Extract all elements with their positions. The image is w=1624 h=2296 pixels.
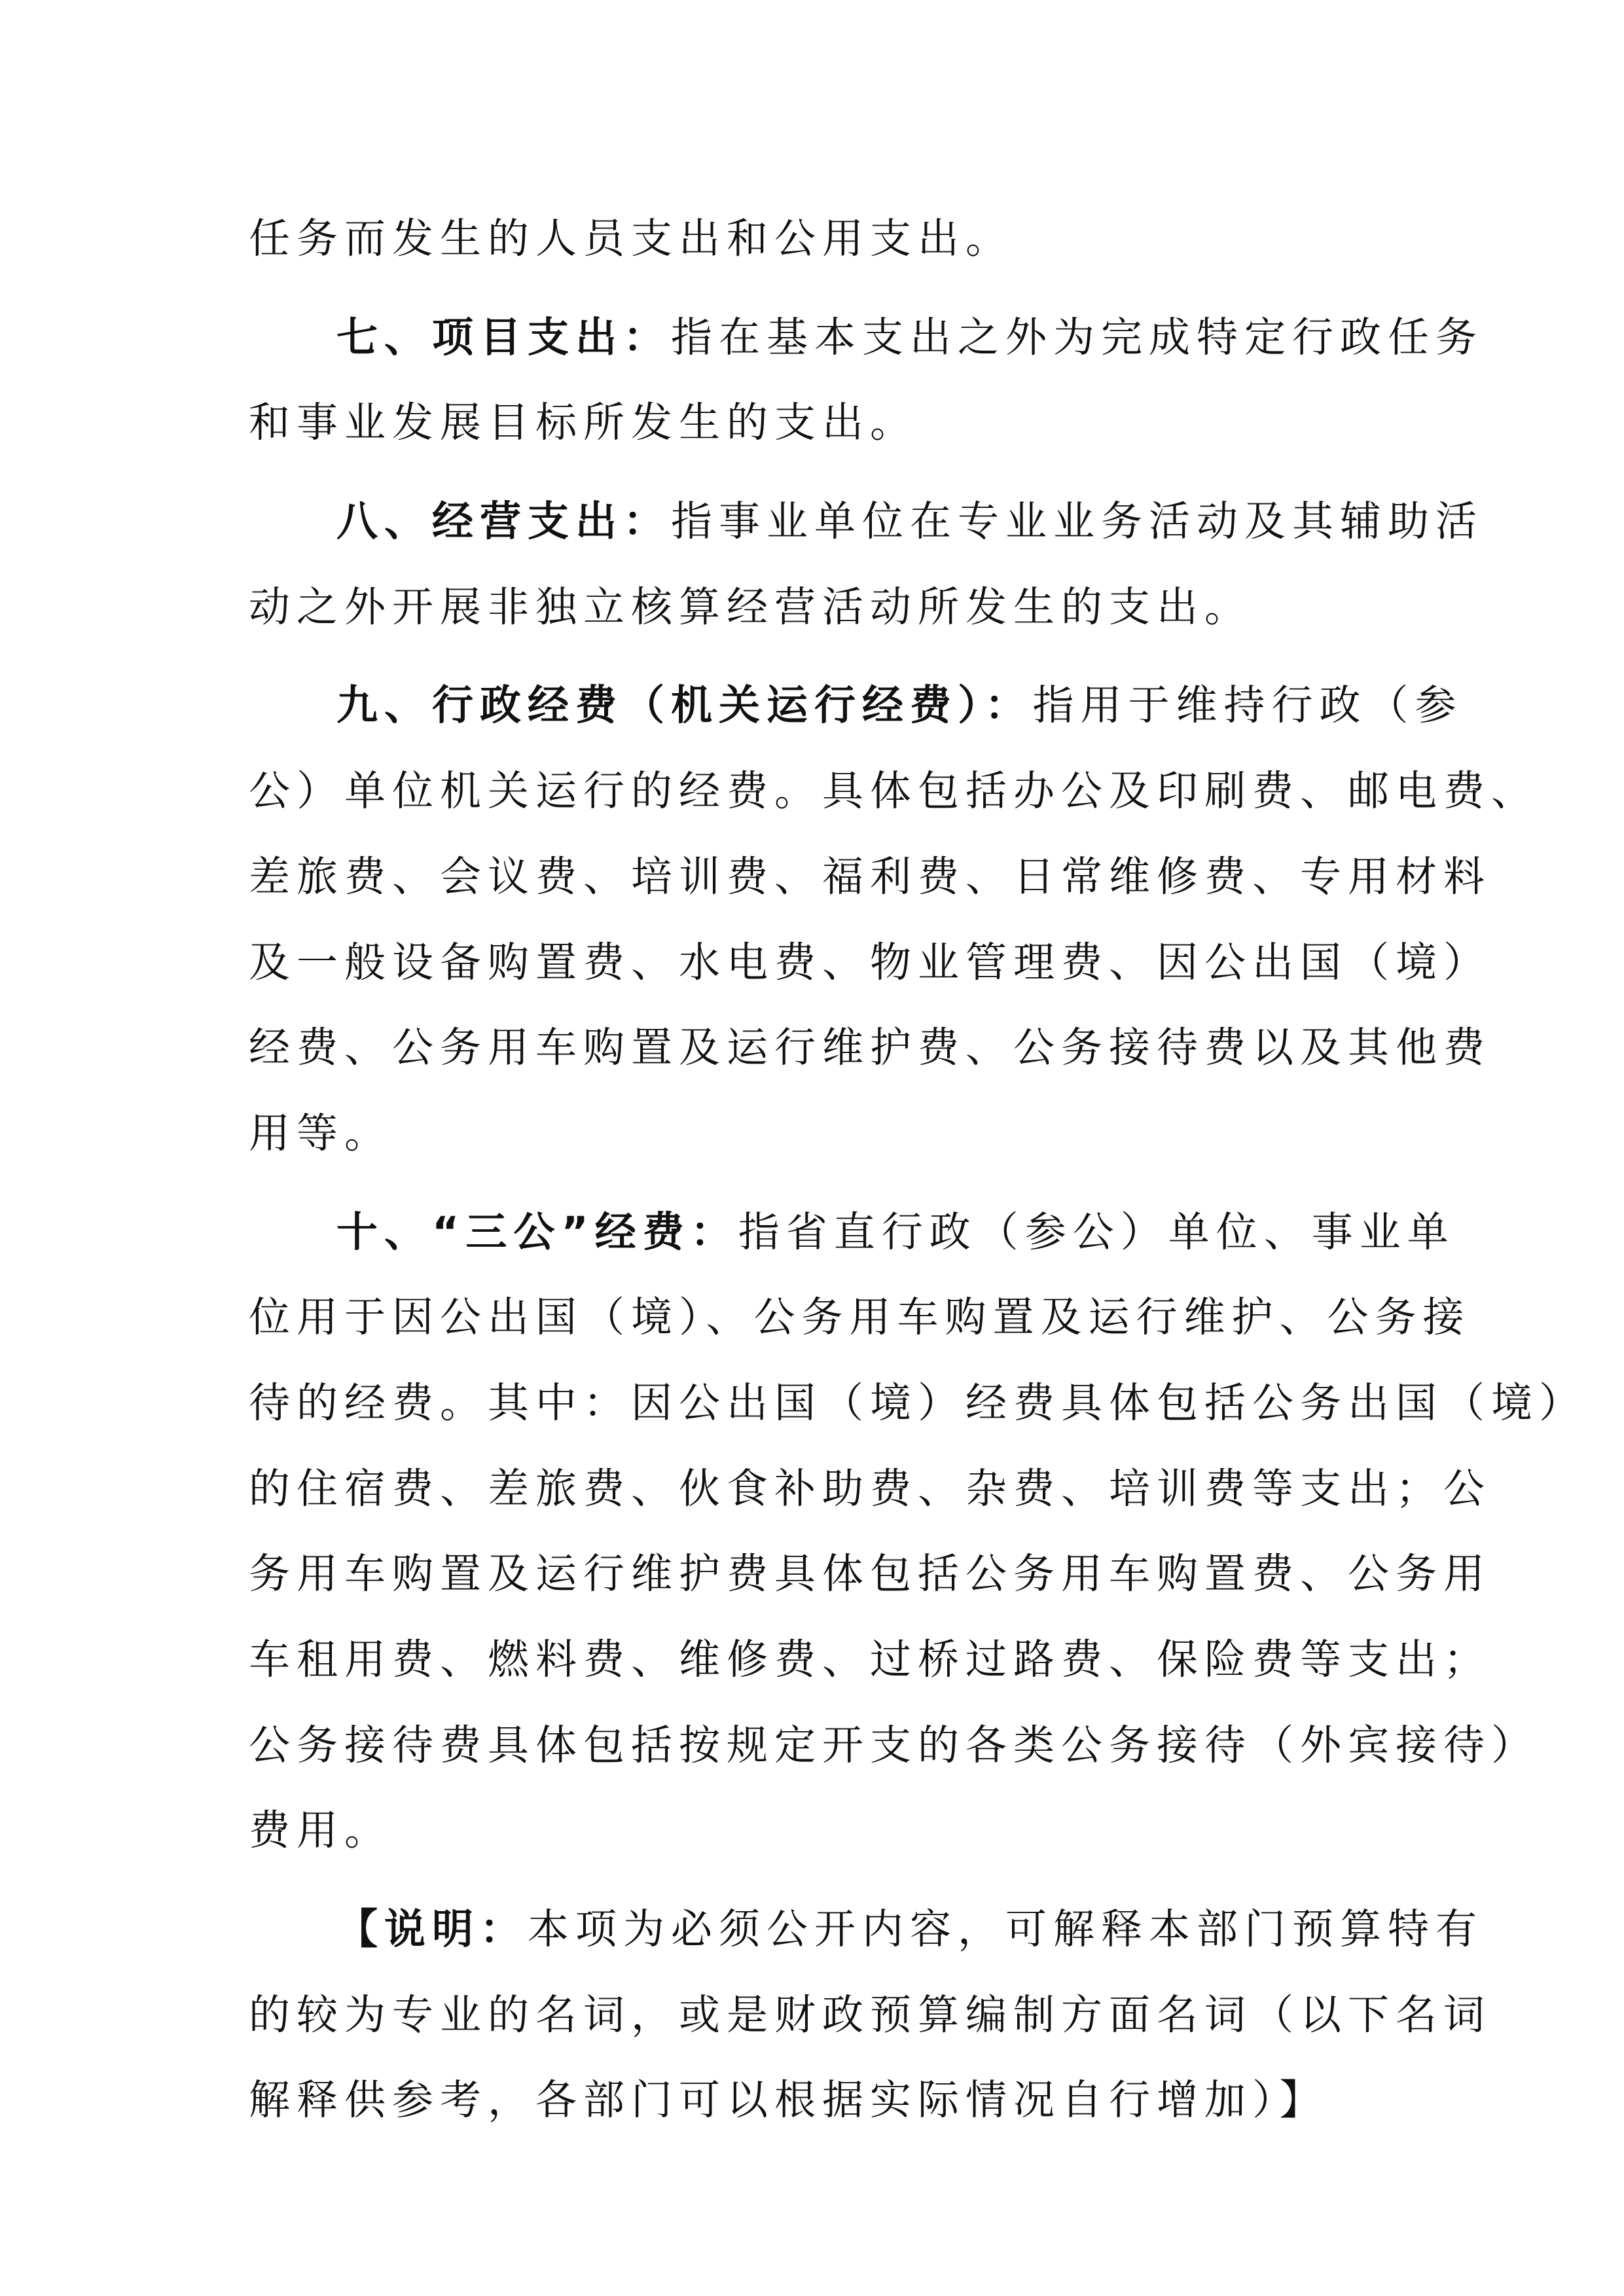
term-heading: 七、项目支出： xyxy=(336,313,671,361)
line-text: 指省直行政（参公）单位、事业单 xyxy=(738,1208,1455,1256)
line-text: 本项为必须公开内容，可解释本部门预算特有 xyxy=(528,1905,1483,1954)
body-line xyxy=(249,1788,1389,1874)
line-text: 的较为专业的名词，或是财政预算编制方面名词（以下名词 xyxy=(249,1990,1491,2039)
body-line xyxy=(249,1617,1491,1703)
body-line xyxy=(249,1446,1491,1532)
body-line xyxy=(249,834,1491,920)
line-text: 解释供参考，各部门可以根据实际情况自行增加）】 xyxy=(249,2076,1327,2125)
definition-line-operating-expenditure xyxy=(249,479,1483,565)
line-text: 车租用费、燃料费、维修费、过桥过路费、保险费等支出； xyxy=(249,1636,1491,1683)
paragraph-gap xyxy=(249,1874,1389,1887)
line-text: 的住宿费、差旅费、伙食补助费、杂费、培训费等支出；公 xyxy=(249,1464,1491,1513)
body-line xyxy=(249,2058,1389,2144)
paragraph-gap xyxy=(249,466,1389,479)
line-text: 经费、公务用车购置及运行维护费、公务接待费以及其他费 xyxy=(249,1024,1491,1072)
line-text: 公）单位机关运行的经费。具体包括办公及印刷费、邮电费、 xyxy=(249,767,1539,816)
body-line xyxy=(249,196,1389,282)
definition-line-administrative-funds xyxy=(249,663,1463,749)
term-heading: 九、行政经费（机关运行经费）： xyxy=(336,681,1033,730)
line-text: 指在基本支出之外为完成特定行政任务 xyxy=(671,313,1483,361)
line-text: 公务接待费具体包括按规定开支的各类公务接待（外宾接待） xyxy=(249,1721,1539,1769)
note-heading: 【说明： xyxy=(336,1905,528,1954)
line-text: 费用。 xyxy=(249,1806,392,1855)
definition-line-project-expenditure xyxy=(249,295,1483,381)
body-line xyxy=(249,1703,1539,1789)
document-body xyxy=(249,196,1587,2144)
term-heading: 十、“三公”经费： xyxy=(336,1208,738,1256)
definition-line-three-public-funds xyxy=(249,1190,1455,1276)
line-text: 待的经费。其中：因公出国（境）经费具体包括公务出国（境） xyxy=(249,1378,1587,1427)
paragraph-gap xyxy=(249,650,1389,663)
term-heading: 八、经营支出： xyxy=(336,497,671,546)
line-text: 动之外开展非独立核算经营活动所发生的支出。 xyxy=(249,583,1252,631)
line-text: 位用于因公出国（境）、公务用车购置及运行维护、公务接 xyxy=(249,1293,1471,1342)
body-line xyxy=(249,749,1539,834)
body-line xyxy=(249,1532,1491,1617)
line-text: 差旅费、会议费、培训费、福利费、日常维修费、专用材料 xyxy=(249,852,1491,901)
body-line xyxy=(249,1275,1471,1361)
paragraph-gap xyxy=(249,282,1389,295)
line-text: 指用于维持行政（参 xyxy=(1032,681,1463,730)
body-line xyxy=(249,380,1389,466)
body-line xyxy=(249,565,1389,651)
paragraph-gap xyxy=(249,1177,1389,1190)
line-text: 用等。 xyxy=(249,1109,392,1157)
body-line xyxy=(249,1091,1389,1177)
body-line xyxy=(249,1005,1491,1091)
body-line xyxy=(249,920,1491,1006)
line-text: 务用车购置及运行维护费具体包括公务用车购置费、公务用 xyxy=(249,1550,1491,1598)
line-text: 和事业发展目标所发生的支出。 xyxy=(249,399,918,447)
body-line xyxy=(249,1973,1491,2058)
note-line xyxy=(249,1887,1483,1973)
line-text: 指事业单位在专业业务活动及其辅助活 xyxy=(671,497,1483,546)
body-line xyxy=(249,1361,1587,1446)
line-text: 及一般设备购置费、水电费、物业管理费、因公出国（境） xyxy=(249,938,1491,986)
line-text: 任务而发生的人员支出和公用支出。 xyxy=(249,215,1013,262)
